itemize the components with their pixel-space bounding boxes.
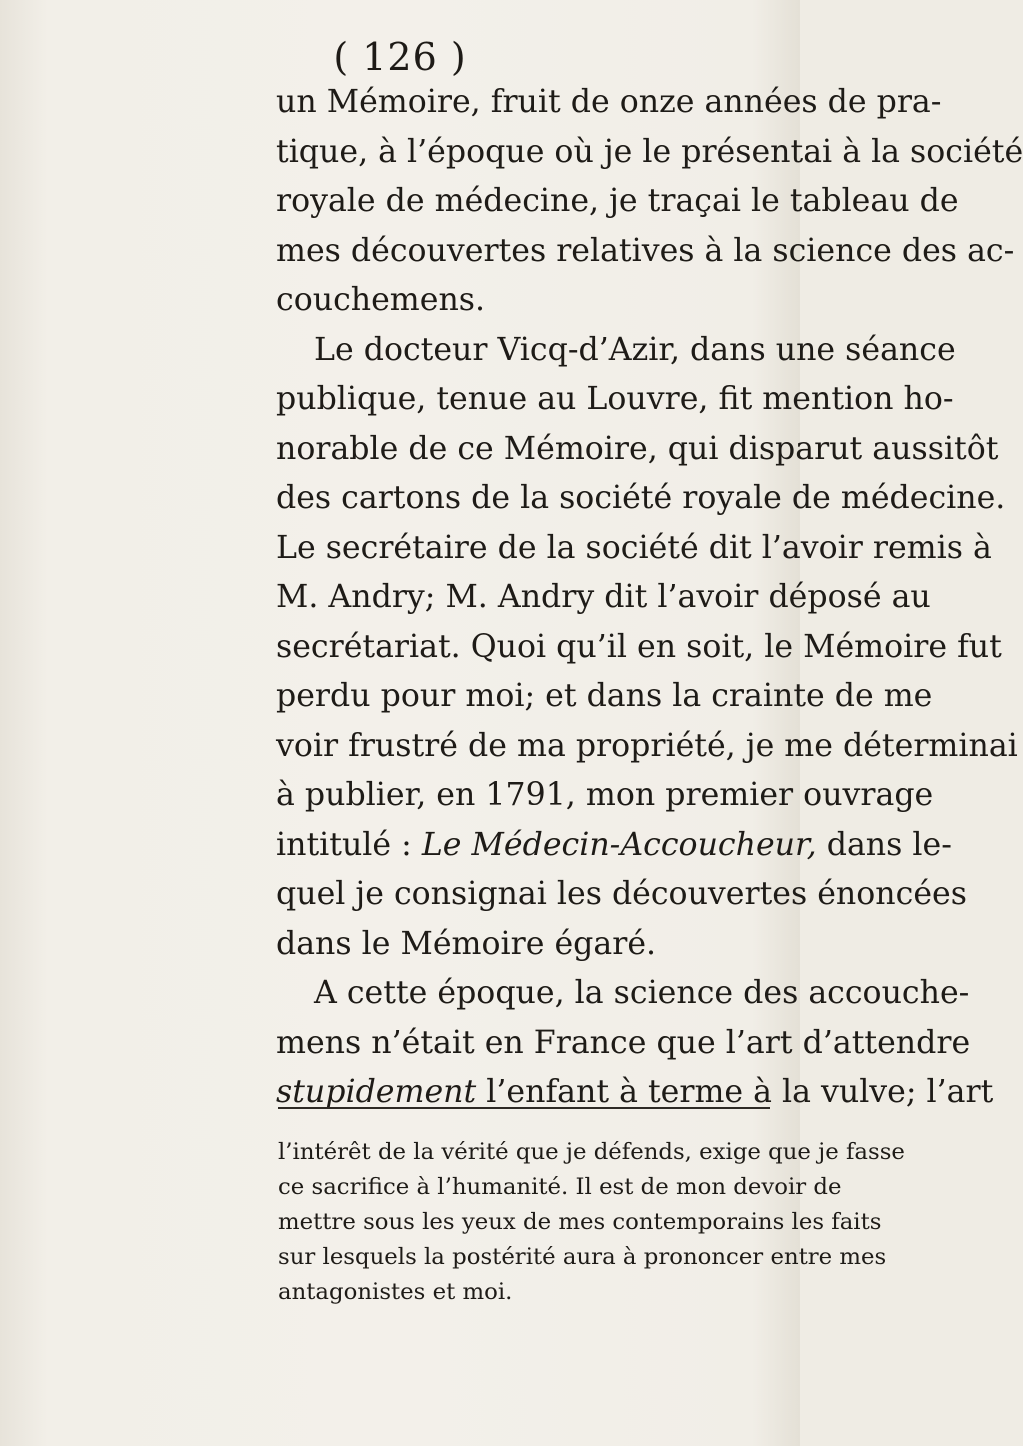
footnote-line: mettre sous les yeux de mes contemporains les faits — [278, 1209, 882, 1235]
footnote-line: sur lesquels la postérité aura à prononcer entre mes — [278, 1244, 887, 1270]
text-fragment: l’enfant à terme à la vulve; l’art — [476, 1074, 994, 1110]
text-line: Le docteur Vicq-d’Azir, dans une séance — [314, 331, 956, 368]
text-line: mes découvertes relatives à la science des ac- — [276, 232, 1015, 269]
footnote-divider — [278, 1107, 770, 1109]
text-line: secrétariat. Quoi qu’il en soit, le Mémoire fut — [276, 628, 1002, 665]
text-line: quel je consignai les découvertes énoncées — [276, 876, 967, 912]
text-line: tique, à l’époque où je le présentai à la société — [276, 133, 1023, 170]
text-line: perdu pour moi; et dans la crainte de me — [276, 678, 933, 714]
text-line-with-title — [276, 821, 952, 871]
text-line: Le secrétaire de la société dit l’avoir remis à — [276, 529, 992, 566]
text-line: dans le Mémoire égaré. — [276, 925, 657, 962]
footnote-line: ce sacrifice à l’humanité. Il est de mon devoir de — [278, 1174, 842, 1200]
text-line-with-emphasis — [276, 1068, 994, 1118]
text-line: publique, tenue au Louvre, fit mention ho- — [276, 381, 954, 417]
book-title: Le Médecin-Accoucheur, — [421, 826, 817, 863]
text-line: royale de médecine, je traçai le tableau de — [276, 183, 959, 219]
page-number: ( 126 ) — [333, 35, 467, 79]
text-line: norable de ce Mémoire, qui disparut aussitôt — [276, 430, 999, 467]
text-line: un Mémoire, fruit de onze années de pra- — [276, 84, 942, 120]
text-line: des cartons de la société royale de médecine. — [276, 480, 1006, 516]
text-line: M. Andry; M. Andry dit l’avoir déposé au — [276, 579, 931, 615]
text-line: A cette époque, la science des accouche- — [314, 975, 970, 1011]
footnote-block — [278, 1135, 905, 1310]
text-line: mens n’était en France que l’art d’attendre — [276, 1024, 971, 1061]
footnote-line: l’intérêt de la vérité que je défends, exige que je fasse — [278, 1139, 905, 1165]
text-fragment: intitulé : — [276, 826, 422, 863]
emphasized-word: stupidement — [276, 1074, 477, 1110]
text-fragment: dans le- — [816, 826, 952, 863]
text-line: à publier, en 1791, mon premier ouvrage — [276, 777, 934, 813]
text-line: voir frustré de ma propriété, je me déterminai — [276, 727, 1018, 764]
text-line: couchemens. — [276, 282, 486, 318]
main-text-block — [276, 78, 1023, 1118]
footnote-line: antagonistes et moi. — [278, 1279, 513, 1305]
